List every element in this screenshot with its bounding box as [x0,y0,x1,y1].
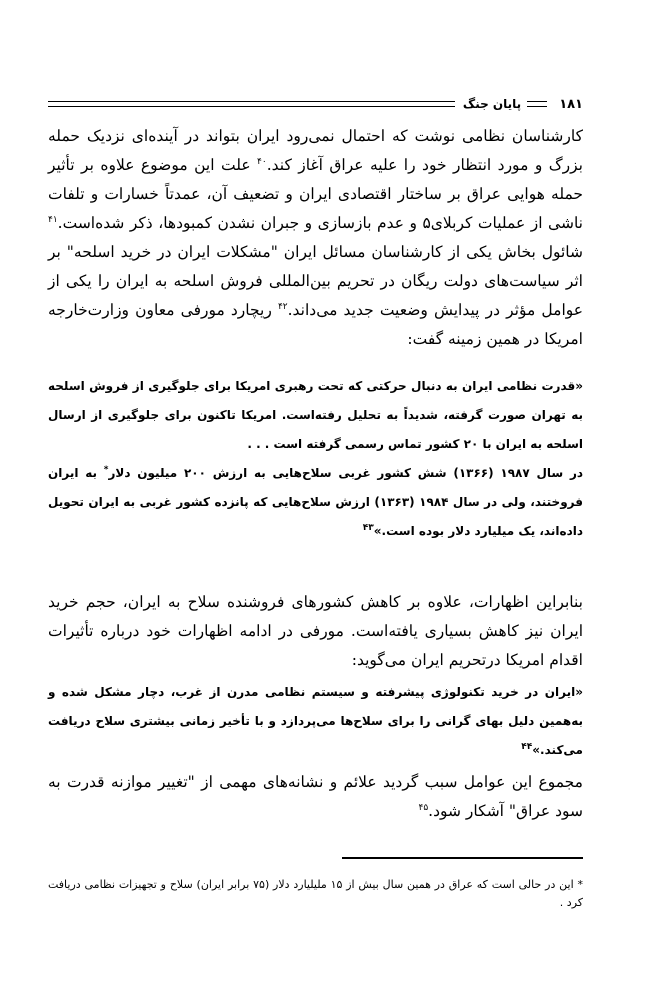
paragraph-1 [48,122,583,354]
header-rule [48,101,455,107]
endnote-ref: ۴۳ [362,523,374,533]
quote-paragraph: در سال ۱۹۸۷ (۱۳۶۶) شش کشور غربی سلاح‌هایی به ارزش ۲۰۰ میلیون دلار* به ایران فروختند، ولی در سال ۱۹۸۴ (۱۳۶۳) ارزش سلاح‌هایی که پانزده کشور غربی به ایران تحویل داده‌اند، یک میلیارد دلار بوده است.»$^{۴۳}$ [48,465,584,538]
endnote-ref: ۴۲ [277,301,288,312]
paragraph-3 [48,768,583,826]
endnote-ref: ۴۵ [418,802,429,813]
paragraph-text: بنابراین اظهارات، علاوه بر کاهش کشورهای فروشنده سلاح به ایران، حجم خرید ایران نیز کاهش بسیاری یافته‌است. مورفی در ادامه اظهارات خود درباره تأثیرات اقدام امریکا درتحریم ایران می‌گوید: [48,593,583,669]
paragraph-text: کارشناسان نظامی نوشت که احتمال نمی‌رود ایران بتواند در آینده‌ای نزدیک حمله بزرگ و مورد انتظار خود را علیه عراق آغاز کند.$^{۴۰}$ علت این موضوع علاوه بر تأثیر حمله هوایی عراق بر ساختار اقتصادی ایران و تضعیف آن، عمدتاً خسارات و تلفات ناشی از عملیات کربلای۵ و عدم بازسازی و جبران نشدن کمبودها، ذکر شده‌است.$^{۴۱}$ شائول بخاش یکی از کارشناسان مسائل ایران "مشکلات ایران در خرید اسلحه" بر اثر سیاست‌های دولت ریگان در تحریم بین‌المللی فروش اسلحه به ایران را یکی از عوامل مؤثر در پیدایش وضعیت جدید می‌داند.$^{۴۲}$ ریچارد مورفی معاون وزارت‌خارجه امریکا در همین زمینه گفت: [48,127,584,348]
endnote-ref: ۴۱ [48,214,58,225]
endnote-ref: ۴۰ [257,156,267,167]
running-title: پایان جنگ [462,97,522,111]
endnote-ref: ۴۴ [521,742,533,752]
block-quote-2 [48,678,583,765]
header-separator [527,101,547,107]
footnote-marker: * [103,465,109,475]
footnote-rule [342,857,583,859]
quote-paragraph: «ایران در خرید تکنولوژی پیشرفته و سیستم نظامی مدرن از غرب، دچار مشکل شده و به‌همین دلیل بهای گرانی را برای سلاح‌ها می‌پردازد و با تأخیر زمانی بیشتری سلاح دریافت می‌کند.»$^{۴۴}$ [48,685,583,757]
paragraph-text: مجموع این عوامل سبب گردید علائم و نشانه‌های مهمی از "تغییر موازنه قدرت به سود عراق" آشکار شود.$^{۴۵}$ [48,773,583,820]
footnote: * این در حالی است که عراق در همین سال بیش از ۱۵ ملیلیارد دلار (۷۵ برابر ایران) سلاح و تجهیزات نظامی دریافت کرد . [48,878,583,909]
page-number: ۱۸۱ [559,96,583,112]
block-quote-1 [48,372,583,546]
paragraph-2 [48,588,583,675]
page-header [48,94,583,114]
quote-paragraph: «قدرت نظامی ایران به دنبال حرکتی که تحت رهبری امریکا برای جلوگیری از فروش اسلحه به تهران صورت گرفته، شدیداً به تحلیل رفته‌است. امریکا تاکنون برای جلوگیری از ارسال اسلحه به ایران با ۲۰ کشور تماس رسمی گرفته است . . . [48,379,583,451]
